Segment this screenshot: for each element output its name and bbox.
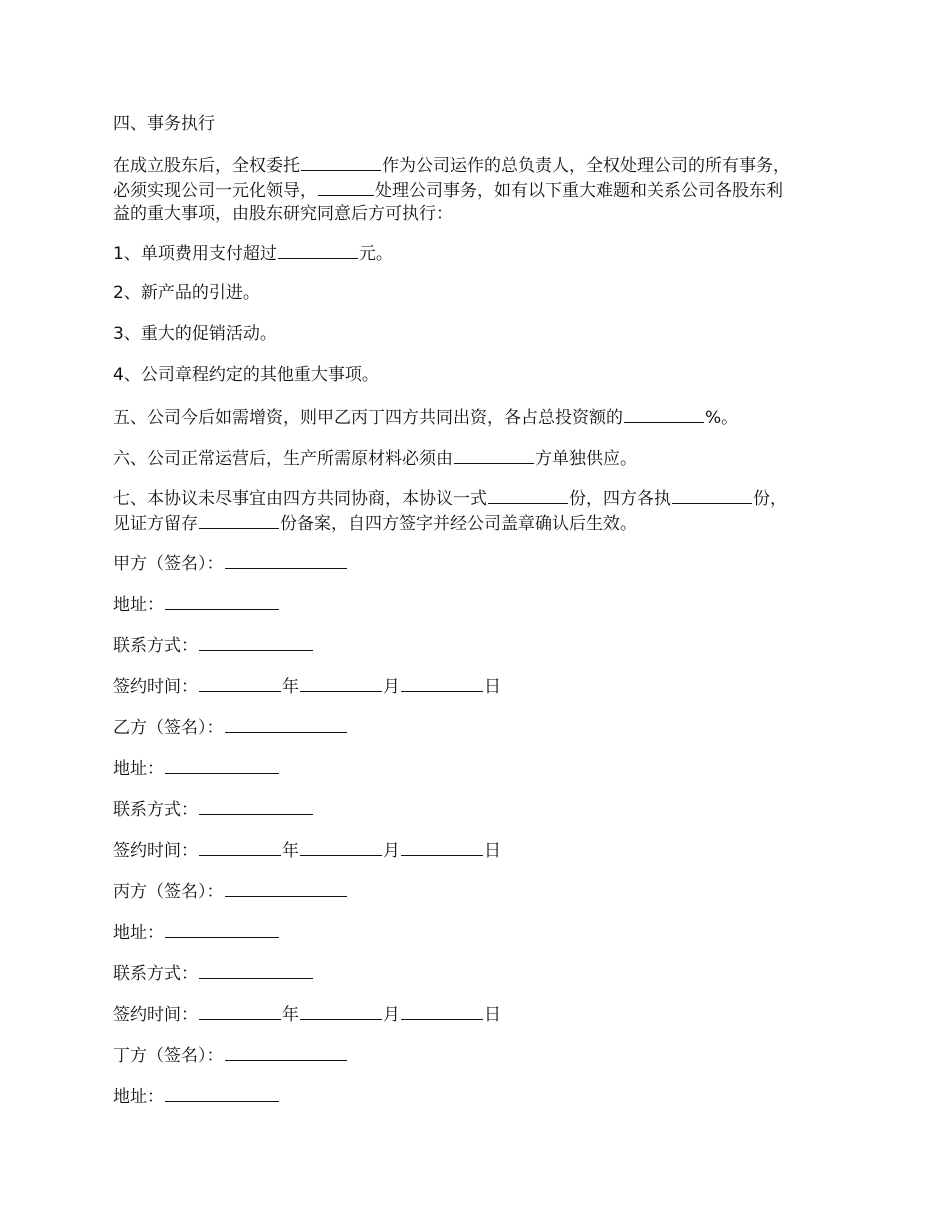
section-6 (113, 445, 843, 472)
text: 作为公司运作的总负责人，全权处理公司的所有事务， (382, 156, 790, 176)
section-4-heading (113, 112, 843, 137)
section-5 (113, 404, 843, 431)
section-4-paragraph-line-2 (113, 177, 843, 204)
party-b-contact (113, 796, 843, 823)
day-label: 日 (484, 677, 501, 697)
address-blank (165, 591, 279, 610)
address-blank (165, 919, 279, 938)
party-c-signature (113, 878, 843, 905)
address-label: 地址： (113, 759, 164, 779)
month-blank (300, 837, 382, 856)
party-a-contact (113, 632, 843, 659)
year-blank (199, 673, 281, 692)
signature-label: 甲方（签名）： (113, 554, 224, 574)
blank-line (278, 240, 358, 259)
month-label: 月 (383, 1005, 400, 1025)
text: 份备案，自四方签字并经公司盖章确认后生效。 (280, 514, 637, 534)
text: %。 (705, 408, 739, 428)
signature-blank (225, 1042, 347, 1061)
section-7-line-2 (113, 510, 843, 537)
list-item-2 (113, 281, 843, 306)
contact-label: 联系方式： (113, 964, 198, 984)
contact-label: 联系方式： (113, 800, 198, 820)
signature-label: 乙方（签名）： (113, 718, 224, 738)
text: 方单独供应。 (535, 449, 637, 469)
text: 五、公司今后如需增资，则甲乙丙丁四方共同出资，各占总投资额的 (113, 408, 623, 428)
signature-blank (225, 550, 347, 569)
section-4-paragraph-line-1 (113, 152, 843, 179)
text: 元。 (358, 244, 393, 264)
party-d-address (113, 1083, 843, 1110)
date-label: 签约时间： (113, 1005, 198, 1025)
list-item-1 (113, 240, 843, 267)
contact-blank (199, 796, 313, 815)
blank-line (624, 404, 704, 423)
party-c-address (113, 919, 843, 946)
month-label: 月 (383, 841, 400, 861)
date-label: 签约时间： (113, 841, 198, 861)
signature-blank (225, 714, 347, 733)
heading-text: 四、事务执行 (113, 114, 215, 134)
address-blank (165, 1083, 279, 1102)
blank-line (454, 445, 534, 464)
year-blank (199, 1001, 281, 1020)
contact-label: 联系方式： (113, 636, 198, 656)
date-label: 签约时间： (113, 677, 198, 697)
text: 处理公司事务，如有以下重大难题和关系公司各股东利 (375, 181, 783, 201)
day-blank (401, 1001, 483, 1020)
text: 见证方留存 (113, 514, 198, 534)
list-item-3 (113, 322, 843, 347)
contact-blank (199, 960, 313, 979)
text: 1、单项费用支付超过 (113, 244, 277, 264)
signature-blank (225, 878, 347, 897)
party-b-date (113, 837, 843, 864)
party-b-signature (113, 714, 843, 741)
section-4-paragraph-line-3 (113, 202, 843, 227)
address-label: 地址： (113, 923, 164, 943)
address-blank (165, 755, 279, 774)
day-label: 日 (484, 841, 501, 861)
signature-label: 丁方（签名）： (113, 1046, 224, 1066)
day-blank (401, 837, 483, 856)
blank-line (301, 152, 381, 171)
blank-line (318, 177, 374, 196)
contact-blank (199, 632, 313, 651)
list-item-4 (113, 363, 843, 388)
year-label: 年 (282, 677, 299, 697)
party-c-date (113, 1001, 843, 1028)
text: 2、新产品的引进。 (113, 283, 260, 303)
text: 3、重大的促销活动。 (113, 324, 277, 344)
text: 必须实现公司一元化领导， (113, 181, 317, 201)
year-blank (199, 837, 281, 856)
party-a-address (113, 591, 843, 618)
text: 六、公司正常运营后，生产所需原材料必须由 (113, 449, 453, 469)
day-label: 日 (484, 1005, 501, 1025)
signature-label: 丙方（签名）： (113, 882, 224, 902)
day-blank (401, 673, 483, 692)
section-7-line-1 (113, 485, 843, 512)
text: 益的重大事项，由股东研究同意后方可执行： (113, 204, 453, 224)
month-blank (300, 673, 382, 692)
blank-line (672, 485, 752, 504)
year-label: 年 (282, 1005, 299, 1025)
blank-line (488, 485, 568, 504)
blank-line (199, 510, 279, 529)
party-b-address (113, 755, 843, 782)
party-a-date (113, 673, 843, 700)
text: 4、公司章程约定的其他重大事项。 (113, 365, 379, 385)
text: 份，四方各执 (569, 489, 671, 509)
party-c-contact (113, 960, 843, 987)
party-d-signature (113, 1042, 843, 1069)
party-a-signature (113, 550, 843, 577)
address-label: 地址： (113, 595, 164, 615)
text: 份， (753, 489, 787, 509)
month-label: 月 (383, 677, 400, 697)
address-label: 地址： (113, 1087, 164, 1107)
year-label: 年 (282, 841, 299, 861)
month-blank (300, 1001, 382, 1020)
text: 七、本协议未尽事宜由四方共同协商，本协议一式 (113, 489, 487, 509)
text: 在成立股东后，全权委托 (113, 156, 300, 176)
